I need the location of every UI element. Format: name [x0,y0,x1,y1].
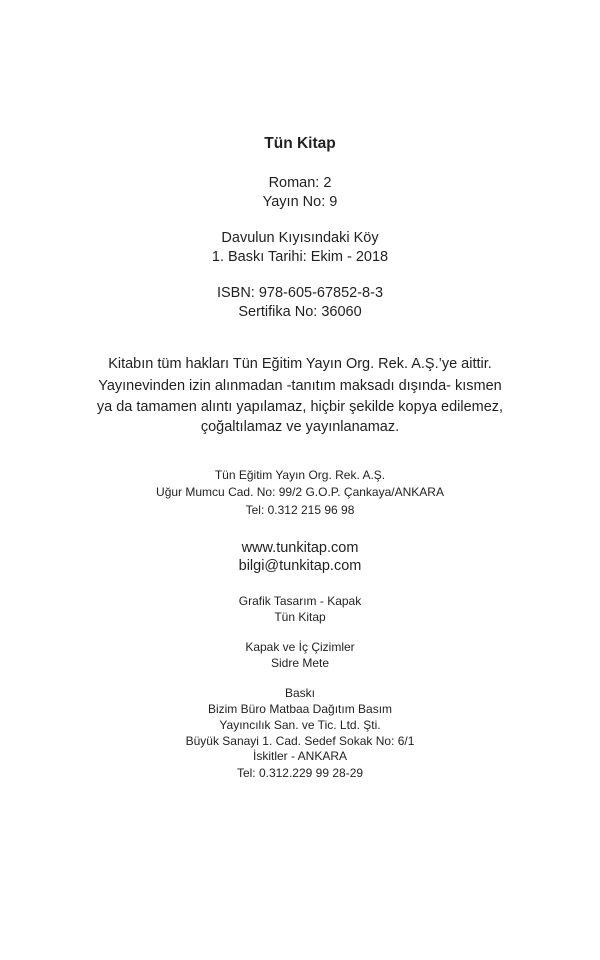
publication-number: Yayın No: 9 [262,194,338,210]
publisher-name: Tün Eğitim Yayın Org. Rek. A.Ş. [214,468,386,482]
design-label: Grafik Tasarım - Kapak [238,594,362,608]
publisher-address: Uğur Mumcu Cad. No: 99/2 G.O.P. Çankaya/ANKARA [156,485,444,499]
printing-line: İskitler - ANKARA [252,749,348,763]
printing-phone: Tel: 0.312.229 99 28-29 [236,766,364,780]
copyright-line: Kitabın tüm hakları Tün Eğitim Yayın Org. Rek. A.Ş.’ye aittir. [108,356,492,372]
design-name: Tün Kitap [274,610,326,624]
website: www.tunkitap.com [241,540,359,556]
series-line: Roman: 2 [268,175,332,191]
copyright-line: ya da tamamen alıntı yapılamaz, hiçbir şekilde kopya edilemez, [96,399,504,415]
isbn: ISBN: 978-605-67852-8-3 [216,285,384,301]
copyright-line: Yayınevinden izin alınmadan -tanıtım maksadı dışında- kısmen [98,378,502,394]
publisher-title: Tün Kitap [264,135,336,152]
illustrations-label: Kapak ve İç Çizimler [245,640,355,654]
copyright-line: çoğaltılamaz ve yayınlanamaz. [200,419,400,435]
edition-date: 1. Baskı Tarihi: Ekim - 2018 [211,249,389,265]
printing-line: Bizim Büro Matbaa Dağıtım Basım [207,702,393,716]
printing-line: Yayıncılık San. ve Tic. Ltd. Şti. [219,718,381,732]
certificate-number: Sertifika No: 36060 [238,304,362,320]
printing-label: Baskı [284,686,315,700]
publisher-phone: Tel: 0.312 215 96 98 [245,503,355,517]
book-title: Davulun Kıyısındaki Köy [221,230,379,246]
illustrations-name: Sidre Mete [270,656,330,670]
email: bilgi@tunkitap.com [238,558,362,574]
printing-line: Büyük Sanayi 1. Cad. Sedef Sokak No: 6/1 [185,734,415,748]
